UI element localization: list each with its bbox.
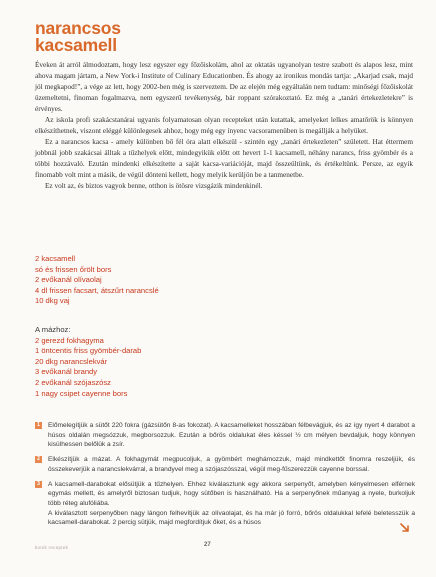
recipe-steps: [35, 421, 415, 533]
ingredient-item: 2 kacsamell: [35, 254, 76, 263]
intro-paragraph: Az iskola profi szakácstanárai ugyanis folyamatosan olyan recepteket után kutattak, amelyeket lelkes amatőrök is könnyen elkészíthetnek, viszont eléggé különlegesek ahhoz, hogy még egy ínyenc vacsoramenüben is megállják a helyüket.: [35, 116, 413, 135]
ingredient-item: 2 evőkanál szójaszósz: [35, 377, 111, 387]
ingredient-item: 10 dkg vaj: [35, 296, 70, 306]
step-text: Előmelegítjük a sütőt 220 fokra (gázsütőn 8-as fokozat). A kacsamelleket hosszában félbevágjuk, és az így nyert 4 darabot a húsos oldalán megsózzuk, megborsozzuk. Ezután a bőrös oldalukat éles késsel ½ cm mélyen bevdaljuk, hogy könnyen kisülhessen belőlük a zsír.: [48, 422, 415, 449]
step-text: A kiválasztott serpenyőben nagy lángon felhevítjük az olívaolajat, és ha már jó forró, bőrös oldalukkal lefelé beletesszük a kacsamell-darabokat. 2 percig sütjük, majd megfordítjuk őket, és a húsos: [48, 509, 415, 527]
ingredient-item: 20 dkg narancslekvár: [35, 356, 108, 366]
step-number-badge: 1: [35, 422, 42, 429]
ingredient-item: 2 evőkanál olívaolaj: [35, 275, 102, 285]
ingredient-item: 1 nagy csipet cayenne bors: [35, 388, 128, 398]
recipe-title: [35, 20, 121, 54]
ingredients-main-list: [35, 254, 335, 307]
recipe-title-line-1: narancsos: [35, 18, 121, 38]
step-number-badge: 2: [35, 456, 42, 463]
step-text: Elkészítjük a mázat. A fokhagymát megpucoljuk, a gyömbért meghámozzuk, majd mindkettőt finomra reszeljük, és összekeverjük a narancslekvárral, a brandyvel meg a szójaszósszal, végül meg-fűszerezzük cayenne borssal.: [48, 456, 415, 473]
intro-paragraph: Éveken át arról álmodoztam, hogy lesz egyszer egy főzőiskolám, ahol az oktatás ugyanolyan testre szabott és alapos lesz, mint ahova magam jártam, a New York-i Institute of Culinary Educationben. És ahogy az ironikus mondás tartja: „Akarjad csak, majd jól megkapod!”, a vége az lett, hogy 2002-ben még is szerveztem. De az elején még egyáltalán nem tudtam: minőségi főzőiskolát üzemeltetni, finoman fogalmazva, nem egyszerű tevékenység, bár roppant szórakoztató. Ez még a „tanári értekezletekre” is érvényes.: [35, 61, 413, 113]
step-text: A kacsamell-darabokat elősütjük a tűzhelyen. Ehhez kiválasztunk egy akkora serpenyőt, amelyben kényelmesen elférnek egymás mellett, és amelyről biztosan tudjuk, hogy sütőben is használható. Ha a serpenyőnek műanyag a nyele, burkoljuk több réteg alufóliába.: [48, 480, 415, 507]
ingredient-item: 1 öntcentis friss gyömbér-darab: [35, 346, 142, 356]
page-number: 27: [204, 542, 211, 548]
arrow-down-right-icon: [399, 521, 411, 533]
recipe-step: [35, 455, 415, 474]
step-number-badge: 3: [35, 481, 42, 488]
recipe-step: [35, 421, 415, 450]
recipe-intro: [35, 60, 413, 192]
recipe-step: [35, 480, 415, 529]
ingredient-item: 2 gerezd fokhagyma: [35, 335, 104, 345]
ingredients-subtitle: A mázhoz:: [35, 325, 71, 334]
ingredient-item: só és frissen őrölt bors: [35, 264, 112, 274]
ingredient-item: 4 dl frissen facsart, átszűrt narancslé: [35, 285, 159, 295]
intro-paragraph: Ez a narancsos kacsa - amely különben bő fél óra alatt elkészül - szintén egy „tanári értekezleten” született. Hat éttermem jobbnál jobb szakácsai álltak a tűzhelyek előtt, mindegyikük előtt ott hevert 1-1 kacsamell, néhány narancs, friss gyömbér és a többi hozzávaló. Ezután mindenki elkészítette a saját kacsa-variációját, majd összeültünk, és értékeltünk. Persze, az egyik finomabb volt mint a másik, de végül dönteni kellett, hogy melyik kerüljön be a tanmenetbe.: [35, 138, 413, 179]
ingredient-item: 3 evőkanál brandy: [35, 367, 98, 377]
intro-paragraph: Ez volt az, és biztos vagyok benne, otthon is ötösre vizsgázik mindenkinél.: [45, 182, 263, 190]
footer-running-title: konik receptek: [35, 545, 69, 550]
recipe-title-line-2: kacsamell: [35, 35, 117, 55]
ingredients-glaze-list: [35, 325, 335, 399]
